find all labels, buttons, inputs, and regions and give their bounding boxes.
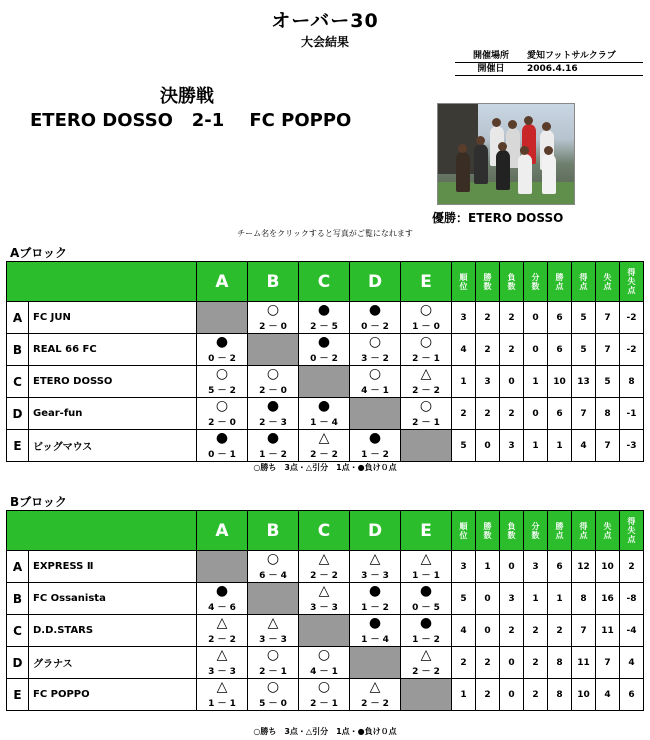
result-symbol: ● [368, 430, 382, 446]
result-cell [350, 551, 401, 583]
result-symbol: ○ [266, 366, 280, 382]
result-symbol: ● [215, 583, 229, 599]
header-blank [7, 262, 197, 302]
stat-header: 勝 点 [548, 262, 572, 302]
result-cell [299, 334, 350, 366]
result-cell [401, 551, 452, 583]
final-score [30, 110, 351, 131]
stat-cell: -2 [620, 302, 644, 334]
venue-row [455, 50, 643, 63]
team-name-link[interactable]: ETERO DOSSO [29, 366, 197, 398]
stat-cell: 3 [500, 430, 524, 462]
stat-header: 勝 数 [476, 511, 500, 551]
stat-cell: 2 [476, 398, 500, 430]
table-row [7, 366, 644, 398]
stat-cell: 2 [452, 647, 476, 679]
stat-cell: 6 [548, 398, 572, 430]
result-score: 0 － 5 [412, 603, 440, 613]
stat-cell: 11 [596, 615, 620, 647]
result-cell [350, 430, 401, 462]
table-row [7, 398, 644, 430]
result-score: 2 － 1 [259, 667, 287, 677]
result-score: 1 － 0 [412, 322, 440, 332]
col-header-d: D [350, 511, 401, 551]
result-cell [350, 679, 401, 711]
result-cell [197, 679, 248, 711]
col-header-d: D [350, 262, 401, 302]
team-name-link[interactable]: REAL 66 FC [29, 334, 197, 366]
stat-cell: 5 [572, 334, 596, 366]
result-cell [299, 583, 350, 615]
result-cell [197, 647, 248, 679]
result-symbol: ● [419, 615, 433, 631]
result-cell [197, 366, 248, 398]
col-header-c: C [299, 511, 350, 551]
stat-cell: 2 [452, 398, 476, 430]
stat-header: 得 点 [572, 262, 596, 302]
result-symbol: △ [267, 615, 279, 631]
stat-cell: 6 [620, 679, 644, 711]
stat-cell: 3 [452, 302, 476, 334]
stat-cell: 2 [476, 302, 500, 334]
result-symbol: ○ [368, 334, 382, 350]
stat-cell: 1 [452, 679, 476, 711]
result-symbol: ○ [215, 366, 229, 382]
row-letter: D [7, 398, 29, 430]
row-letter: C [7, 366, 29, 398]
result-cell [350, 302, 401, 334]
result-cell [197, 398, 248, 430]
result-symbol: △ [369, 551, 381, 567]
block-b-table [6, 510, 644, 711]
final-team-home: ETERO DOSSO [30, 110, 173, 131]
result-score: 2 － 1 [412, 418, 440, 428]
result-score: 2 － 2 [310, 450, 338, 460]
block-a-legend: ○勝ち 3点・△引分 1点・●負け０点 [253, 463, 397, 472]
self-match-cell [350, 398, 401, 430]
col-header-b: B [248, 511, 299, 551]
stat-header: 勝 数 [476, 262, 500, 302]
block-b-legend: ○勝ち 3点・△引分 1点・●負け０点 [253, 727, 397, 736]
result-score: 3 － 3 [259, 635, 287, 645]
table-row [7, 615, 644, 647]
stat-cell: 2 [476, 647, 500, 679]
stat-cell: 8 [620, 366, 644, 398]
row-letter: B [7, 334, 29, 366]
stat-header: 順 位 [452, 262, 476, 302]
winner-label: 優勝：ETERO DOSSO [432, 211, 564, 225]
stat-cell: 7 [572, 398, 596, 430]
stat-cell: 7 [596, 302, 620, 334]
block-a-table [6, 261, 644, 462]
result-symbol: ● [266, 430, 280, 446]
stat-cell: 0 [500, 679, 524, 711]
result-symbol: ○ [266, 647, 280, 663]
stat-cell: 2 [500, 302, 524, 334]
result-cell [401, 398, 452, 430]
result-cell [299, 551, 350, 583]
stat-cell: 5 [452, 430, 476, 462]
col-header-b: B [248, 262, 299, 302]
result-cell [401, 615, 452, 647]
result-cell [197, 334, 248, 366]
stat-cell: 0 [500, 366, 524, 398]
result-symbol: △ [216, 615, 228, 631]
page-subtitle: 大会結果 [300, 35, 349, 49]
result-cell [299, 302, 350, 334]
stat-cell: 3 [452, 551, 476, 583]
result-symbol: △ [420, 551, 432, 567]
row-letter: E [7, 679, 29, 711]
result-symbol: ● [215, 334, 229, 350]
stat-cell: 2 [524, 647, 548, 679]
stat-cell: 5 [596, 366, 620, 398]
result-score: 1 － 1 [412, 571, 440, 581]
stat-cell: 4 [620, 647, 644, 679]
result-cell [248, 398, 299, 430]
row-letter: E [7, 430, 29, 462]
stat-cell: 1 [452, 366, 476, 398]
stat-cell: 0 [476, 430, 500, 462]
stat-cell: 5 [572, 302, 596, 334]
result-cell [299, 679, 350, 711]
result-symbol: ○ [266, 551, 280, 567]
result-score: 2 － 2 [361, 699, 389, 709]
table-row [7, 583, 644, 615]
final-team-away: FC POPPO [249, 110, 352, 131]
result-score: 1 － 2 [361, 450, 389, 460]
result-cell [350, 615, 401, 647]
result-score: 6 － 4 [259, 571, 287, 581]
result-symbol: ○ [317, 679, 331, 695]
stat-cell: 3 [524, 551, 548, 583]
result-cell [197, 615, 248, 647]
stat-cell: 2 [500, 398, 524, 430]
result-symbol: ● [266, 398, 280, 414]
self-match-cell [401, 679, 452, 711]
block-b-title: Bブロック [10, 495, 67, 509]
result-cell [299, 430, 350, 462]
result-score: 0 － 2 [208, 354, 236, 364]
result-symbol: ○ [215, 398, 229, 414]
result-symbol: △ [216, 679, 228, 695]
result-cell [248, 647, 299, 679]
stat-cell: 3 [500, 583, 524, 615]
page-title: オーバー30 [271, 10, 379, 32]
result-score: 1 － 2 [259, 450, 287, 460]
table-row [7, 334, 644, 366]
result-symbol: ○ [317, 647, 331, 663]
block-a-title: Aブロック [10, 246, 68, 260]
result-cell [401, 366, 452, 398]
result-symbol: ● [368, 583, 382, 599]
result-score: 1 － 2 [412, 635, 440, 645]
stat-cell: 10 [596, 551, 620, 583]
result-cell [350, 334, 401, 366]
stat-cell: 2 [524, 615, 548, 647]
result-score: 2 － 2 [310, 571, 338, 581]
stat-cell: 1 [524, 430, 548, 462]
team-name-link[interactable]: Gear-fun [29, 398, 197, 430]
final-label: 決勝戦 [160, 86, 214, 107]
stat-cell: 2 [620, 551, 644, 583]
stat-header: 得 点 [572, 511, 596, 551]
final-score-value: 2-1 [191, 110, 225, 131]
stat-cell: 1 [548, 430, 572, 462]
self-match-cell [197, 302, 248, 334]
col-header-e: E [401, 511, 452, 551]
self-match-cell [197, 551, 248, 583]
result-cell [350, 366, 401, 398]
result-symbol: △ [318, 583, 330, 599]
self-match-cell [248, 334, 299, 366]
stat-cell: 0 [476, 615, 500, 647]
stat-cell: 0 [524, 334, 548, 366]
stat-cell: 16 [596, 583, 620, 615]
stat-header: 得 失 点 [620, 262, 644, 302]
result-score: 2 － 2 [412, 667, 440, 677]
stat-cell: 10 [572, 679, 596, 711]
stat-cell: 1 [524, 583, 548, 615]
stat-cell: 2 [500, 334, 524, 366]
stat-header: 失 点 [596, 262, 620, 302]
table-row [7, 679, 644, 711]
row-letter: D [7, 647, 29, 679]
team-name-link[interactable]: FC POPPO [29, 679, 197, 711]
table-row [7, 551, 644, 583]
result-cell [197, 430, 248, 462]
result-cell [248, 430, 299, 462]
stat-cell: 2 [500, 615, 524, 647]
stat-header: 失 点 [596, 511, 620, 551]
stat-cell: 8 [572, 583, 596, 615]
result-score: 0 － 2 [310, 354, 338, 364]
stat-cell: 2 [548, 615, 572, 647]
result-symbol: ○ [266, 302, 280, 318]
stat-cell: 0 [500, 647, 524, 679]
stat-header: 分 数 [524, 262, 548, 302]
table-row [7, 647, 644, 679]
stat-cell: 6 [548, 551, 572, 583]
team-photo [437, 103, 575, 205]
stat-cell: 1 [476, 551, 500, 583]
result-score: 2 － 1 [310, 699, 338, 709]
result-cell [248, 679, 299, 711]
result-score: 4 － 1 [310, 667, 338, 677]
result-score: 2 － 0 [208, 418, 236, 428]
result-cell [248, 302, 299, 334]
result-score: 4 － 1 [361, 386, 389, 396]
result-cell [248, 366, 299, 398]
table-header-row [7, 262, 644, 302]
stat-header: 負 数 [500, 262, 524, 302]
stat-cell: 8 [548, 647, 572, 679]
result-score: 3 － 2 [361, 354, 389, 364]
result-score: 4 － 6 [208, 603, 236, 613]
photo-note: チーム名をクリックすると写真がご覧になれます [237, 229, 413, 238]
stat-cell: 3 [476, 366, 500, 398]
stat-cell: -2 [620, 334, 644, 366]
stat-cell: 2 [476, 679, 500, 711]
result-symbol: ● [368, 615, 382, 631]
self-match-cell [299, 366, 350, 398]
result-score: 2 － 3 [259, 418, 287, 428]
col-header-a: A [197, 511, 248, 551]
date-value: 2006.4.16 [527, 64, 578, 74]
col-header-a: A [197, 262, 248, 302]
result-score: 2 － 1 [412, 354, 440, 364]
result-score: 3 － 3 [310, 603, 338, 613]
result-symbol: ○ [368, 366, 382, 382]
result-cell [248, 615, 299, 647]
result-score: 2 － 0 [259, 386, 287, 396]
result-cell [401, 647, 452, 679]
result-score: 1 － 4 [310, 418, 338, 428]
venue-value: 愛知フットサルクラブ [527, 51, 616, 61]
row-letter: A [7, 302, 29, 334]
stat-cell: 7 [596, 647, 620, 679]
table-row [7, 302, 644, 334]
result-symbol: ● [215, 430, 229, 446]
stat-cell: 10 [548, 366, 572, 398]
result-score: 3 － 3 [208, 667, 236, 677]
header-blank [7, 511, 197, 551]
team-name-link[interactable]: EXPRESS Ⅱ [29, 551, 197, 583]
team-name-link[interactable]: グラナス [29, 647, 197, 679]
row-letter: A [7, 551, 29, 583]
stat-cell: 2 [476, 334, 500, 366]
result-score: 1 － 1 [208, 699, 236, 709]
stat-cell: -8 [620, 583, 644, 615]
stat-cell: 7 [596, 334, 620, 366]
result-symbol: △ [420, 366, 432, 382]
stat-cell: 7 [572, 615, 596, 647]
stat-cell: 8 [596, 398, 620, 430]
result-cell [401, 334, 452, 366]
stat-cell: 6 [548, 302, 572, 334]
team-name-link[interactable]: FC JUN [29, 302, 197, 334]
result-symbol: ● [317, 334, 331, 350]
result-cell [248, 551, 299, 583]
result-cell [197, 583, 248, 615]
table-row [7, 430, 644, 462]
result-symbol: ○ [266, 679, 280, 695]
result-cell [401, 302, 452, 334]
stat-cell: 5 [452, 583, 476, 615]
stat-cell: 0 [524, 398, 548, 430]
stat-header: 負 数 [500, 511, 524, 551]
team-name-link[interactable]: ビッグマウス [29, 430, 197, 462]
stat-cell: 1 [524, 366, 548, 398]
result-symbol: △ [216, 647, 228, 663]
result-score: 1 － 4 [361, 635, 389, 645]
stat-cell: 4 [596, 679, 620, 711]
stat-cell: 13 [572, 366, 596, 398]
result-score: 2 － 2 [412, 386, 440, 396]
result-cell [401, 583, 452, 615]
result-symbol: △ [420, 647, 432, 663]
row-letter: B [7, 583, 29, 615]
stat-header: 分 数 [524, 511, 548, 551]
result-symbol: △ [369, 679, 381, 695]
result-score: 3 － 3 [361, 571, 389, 581]
self-match-cell [350, 647, 401, 679]
stat-cell: 0 [500, 551, 524, 583]
stat-header: 得 失 点 [620, 511, 644, 551]
stat-cell: 0 [524, 302, 548, 334]
result-score: 2 － 5 [310, 322, 338, 332]
result-symbol: ○ [419, 334, 433, 350]
event-info [455, 50, 643, 76]
result-symbol: △ [318, 430, 330, 446]
result-symbol: ○ [419, 398, 433, 414]
result-symbol: ● [317, 302, 331, 318]
result-score: 2 － 2 [208, 635, 236, 645]
row-letter: C [7, 615, 29, 647]
table-header-row [7, 511, 644, 551]
stat-cell: 4 [452, 615, 476, 647]
result-score: 5 － 2 [208, 386, 236, 396]
date-row [455, 63, 643, 76]
self-match-cell [248, 583, 299, 615]
team-name-link[interactable]: FC Ossanista [29, 583, 197, 615]
result-symbol: ● [368, 302, 382, 318]
self-match-cell [401, 430, 452, 462]
stat-cell: 1 [548, 583, 572, 615]
stat-cell: 11 [572, 647, 596, 679]
stat-cell: 8 [548, 679, 572, 711]
result-cell [350, 583, 401, 615]
stat-header: 順 位 [452, 511, 476, 551]
stat-cell: 7 [596, 430, 620, 462]
result-score: 2 － 0 [259, 322, 287, 332]
stat-cell: 6 [548, 334, 572, 366]
result-cell [299, 647, 350, 679]
stat-cell: 4 [572, 430, 596, 462]
stat-cell: 2 [524, 679, 548, 711]
stat-cell: 0 [476, 583, 500, 615]
stat-cell: -4 [620, 615, 644, 647]
self-match-cell [299, 615, 350, 647]
result-score: 1 － 2 [361, 603, 389, 613]
result-score: 0 － 1 [208, 450, 236, 460]
stat-cell: 12 [572, 551, 596, 583]
col-header-c: C [299, 262, 350, 302]
team-name-link[interactable]: D.D.STARS [29, 615, 197, 647]
result-cell [299, 398, 350, 430]
stat-cell: -3 [620, 430, 644, 462]
result-score: 0 － 2 [361, 322, 389, 332]
result-symbol: △ [318, 551, 330, 567]
venue-label: 開催場所 [472, 51, 509, 61]
date-label: 開催日 [477, 64, 505, 74]
stat-cell: -1 [620, 398, 644, 430]
result-symbol: ● [317, 398, 331, 414]
col-header-e: E [401, 262, 452, 302]
result-symbol: ● [419, 583, 433, 599]
result-score: 5 － 0 [259, 699, 287, 709]
result-symbol: ○ [419, 302, 433, 318]
stat-header: 勝 点 [548, 511, 572, 551]
stat-cell: 4 [452, 334, 476, 366]
